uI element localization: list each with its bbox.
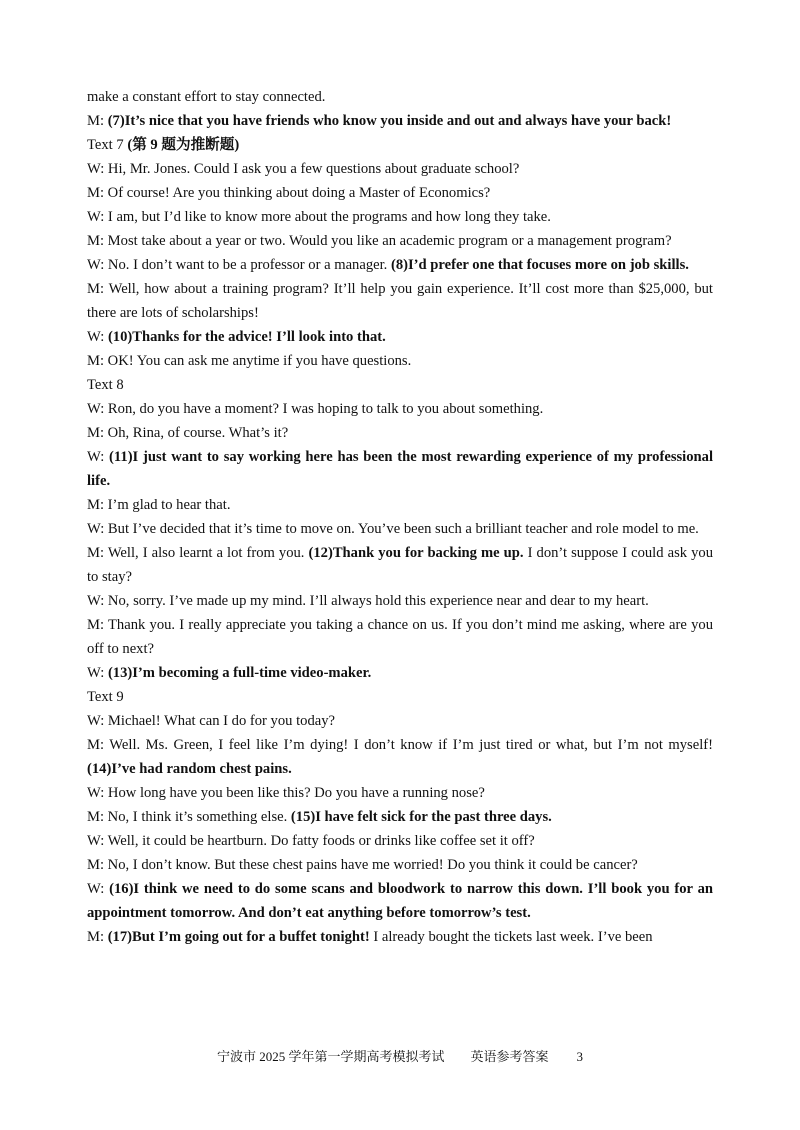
bold-answer-text: (10)Thanks for the advice! I’ll look into that.	[107, 329, 386, 345]
line-text: Text 7	[87, 137, 128, 153]
text-line	[87, 541, 713, 589]
line-text: W: Well, it could be heartburn. Do fatty foods or drinks like coffee set it off?	[87, 833, 535, 849]
line-text: M: Thank you. I really appreciate you taking a chance on us. If you don’t mind me asking, where are you off to next?	[87, 617, 713, 657]
document-body	[87, 85, 713, 949]
line-text: W: But I’ve decided that it’s time to move on. You’ve been such a brilliant teacher and role model to me.	[87, 521, 699, 537]
line-text: M:	[87, 113, 108, 129]
line-text: M: Well, I also learnt a lot from you.	[87, 545, 309, 561]
text-line	[87, 253, 713, 277]
text-line	[87, 733, 713, 781]
bold-answer-text: (16)I think we need to do some scans and bloodwork to narrow this down. I’ll book you for an appointment tomorrow. And don’t eat anything before tomorrow’s test.	[87, 881, 713, 921]
line-text: W: No, sorry. I’ve made up my mind. I’ll always hold this experience near and dear to my heart.	[87, 593, 649, 609]
text-line	[87, 781, 713, 805]
line-text: M: Of course! Are you thinking about doing a Master of Economics?	[87, 185, 491, 201]
line-text: M: No, I think it’s something else.	[87, 809, 291, 825]
text-line	[87, 157, 713, 181]
text-line	[87, 109, 713, 133]
line-text: M: Well. Ms. Green, I feel like I’m dying! I don’t know if I’m just tired or what, but I’m not myself!	[87, 737, 713, 753]
text-line	[87, 181, 713, 205]
line-text: M: OK! You can ask me anytime if you have questions.	[87, 353, 412, 369]
bold-answer-text: (17)But I’m going out for a buffet tonight!	[107, 929, 370, 945]
text-line	[87, 85, 713, 109]
text-line	[87, 373, 713, 397]
line-text: make a constant effort to stay connected.	[87, 89, 326, 105]
line-text: W: No. I don’t want to be a professor or a manager.	[87, 257, 391, 273]
line-text: I already bought the tickets last week. I’ve been	[369, 929, 653, 945]
text-line	[87, 925, 713, 949]
footer-title: 宁波市 2025 学年第一学期高考模拟考试 英语参考答案	[216, 1049, 549, 1064]
text-line	[87, 829, 713, 853]
line-text: M:	[87, 929, 108, 945]
bold-answer-text: (15)I have felt sick for the past three days.	[290, 809, 552, 825]
line-text: M: Most take about a year or two. Would you like an academic program or a management program?	[87, 233, 672, 249]
line-text: W:	[87, 665, 108, 681]
line-text: M: I’m glad to hear that.	[87, 497, 231, 513]
text-line	[87, 133, 713, 157]
line-text: I don’t suppose I could ask you to stay?	[87, 545, 713, 585]
text-line	[87, 877, 713, 925]
text-line	[87, 805, 713, 829]
line-text: Text 9	[87, 689, 124, 705]
text-line	[87, 349, 713, 373]
line-text: W: I am, but I’d like to know more about the programs and how long they take.	[87, 209, 551, 225]
line-text: W:	[87, 449, 110, 465]
text-line	[87, 325, 713, 349]
line-text: M: Oh, Rina, of course. What’s it?	[87, 425, 289, 441]
bold-answer-text: (8)I’d prefer one that focuses more on job skills.	[390, 257, 689, 273]
line-text: W:	[87, 329, 108, 345]
line-text: W: How long have you been like this? Do you have a running nose?	[87, 785, 485, 801]
bold-answer-text: (12)Thank you for backing me up.	[308, 545, 524, 561]
bold-answer-text: (13)I’m becoming a full-time video-maker.	[107, 665, 372, 681]
line-text: W: Hi, Mr. Jones. Could I ask you a few questions about graduate school?	[87, 161, 520, 177]
text-line	[87, 277, 713, 325]
line-text: W:	[87, 881, 110, 897]
line-text: W: Michael! What can I do for you today?	[87, 713, 336, 729]
text-line	[87, 205, 713, 229]
text-line	[87, 421, 713, 445]
text-line	[87, 709, 713, 733]
text-line	[87, 517, 713, 541]
bold-answer-text: (7)It’s nice that you have friends who know you inside and out and always have your back!	[107, 113, 672, 129]
text-line	[87, 853, 713, 877]
text-line	[87, 589, 713, 613]
line-text: W: Ron, do you have a moment? I was hoping to talk to you about something.	[87, 401, 544, 417]
page-number: 3	[576, 1049, 583, 1064]
text-line	[87, 229, 713, 253]
bold-answer-text: (14)I’ve had random chest pains.	[87, 761, 292, 777]
text-line	[87, 685, 713, 709]
text-line	[87, 445, 713, 493]
page-footer	[0, 1046, 800, 1065]
bold-answer-text: (11)I just want to say working here has been the most rewarding experience of my professional life.	[87, 449, 713, 489]
line-text: M: Well, how about a training program? It’ll help you gain experience. It’ll cost more than $25,000, but there are lots of scholarships!	[87, 281, 713, 321]
text-line	[87, 613, 713, 661]
text-line	[87, 493, 713, 517]
text-line	[87, 661, 713, 685]
bold-answer-text: (第 9 题为推断题)	[127, 137, 240, 153]
line-text: M: No, I don’t know. But these chest pains have me worried! Do you think it could be cancer?	[87, 857, 638, 873]
line-text: Text 8	[87, 377, 124, 393]
text-line	[87, 397, 713, 421]
